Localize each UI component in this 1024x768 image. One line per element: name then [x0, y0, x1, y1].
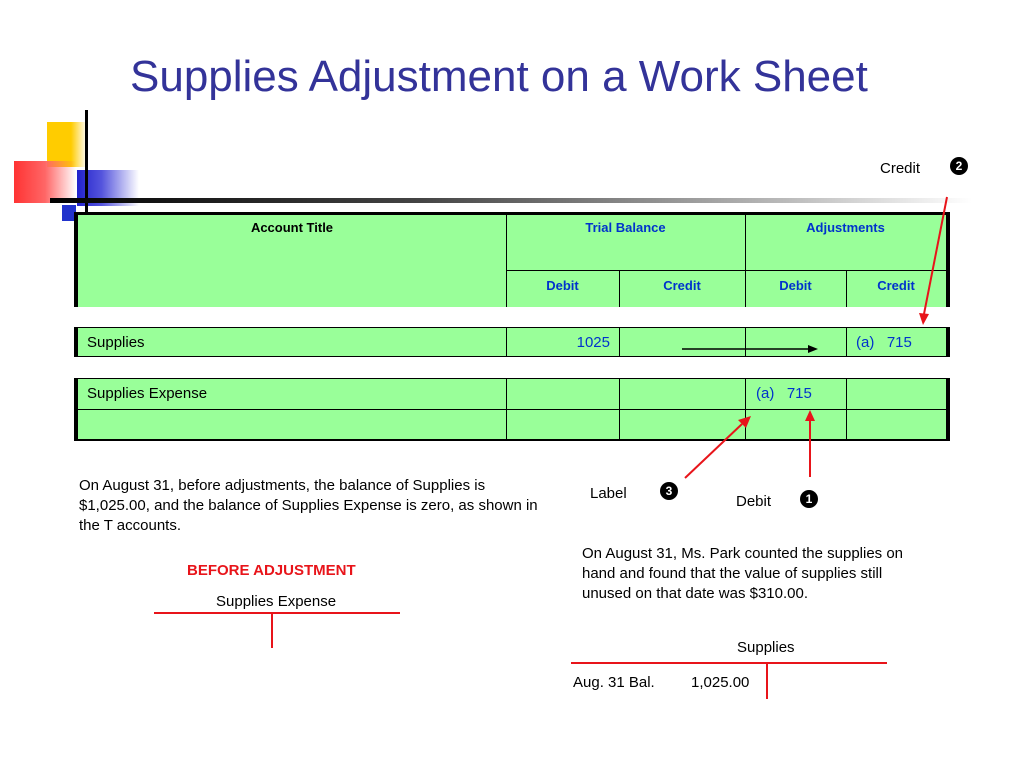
label-callout-label: Label — [590, 485, 627, 502]
t-account-left-top — [154, 612, 400, 614]
t-account-supplies-entry-label: Aug. 31 Bal. — [573, 674, 655, 691]
t-account-supplies-expense-title: Supplies Expense — [216, 593, 337, 610]
t-account-right-divider — [766, 663, 768, 699]
credit-callout-label: Credit — [880, 160, 921, 177]
debit-callout-label: Debit — [736, 493, 772, 510]
row-supplies-expense-account: Supplies Expense — [87, 385, 208, 402]
trial-balance-header: Trial Balance — [585, 220, 666, 235]
t-account-left-divider — [271, 613, 273, 648]
tb-debit-header: Debit — [546, 278, 579, 293]
row-supplies-account: Supplies — [87, 334, 145, 351]
page-title: Supplies Adjustment on a Work Sheet — [130, 52, 868, 101]
t-account-supplies-title: Supplies — [737, 639, 795, 656]
tb-credit-header: Credit — [663, 278, 701, 293]
account-title-header: Account Title — [250, 220, 334, 235]
adj-debit-header: Debit — [779, 278, 812, 293]
before-adjustment-heading: BEFORE ADJUSTMENT — [187, 562, 356, 579]
row-supplies-expense-adj-debit: (a) 715 — [756, 385, 812, 402]
before-adjustment-text: On August 31, before adjustments, the balance of Supplies is $1,025.00, and the balance of Supplies Expense is zero, as shown in the T accounts. — [79, 477, 538, 534]
supplies-count-text: On August 31, Ms. Park counted the supplies on hand and found that the value of supplies still unused on that date was $310.00. — [582, 545, 904, 602]
adj-credit-header: Credit — [877, 278, 915, 293]
t-account-right-top — [571, 662, 887, 664]
number-3-icon: 3 — [660, 482, 678, 500]
row-supplies-adj-credit: (a) 715 — [856, 334, 912, 351]
number-1-icon: 1 — [800, 490, 818, 508]
number-2-icon: 2 — [950, 157, 968, 175]
adjustments-header: Adjustments — [806, 220, 885, 235]
t-account-supplies-entry-value: 1,025.00 — [691, 674, 750, 691]
row-supplies-tb-debit: 1025 — [576, 334, 610, 351]
